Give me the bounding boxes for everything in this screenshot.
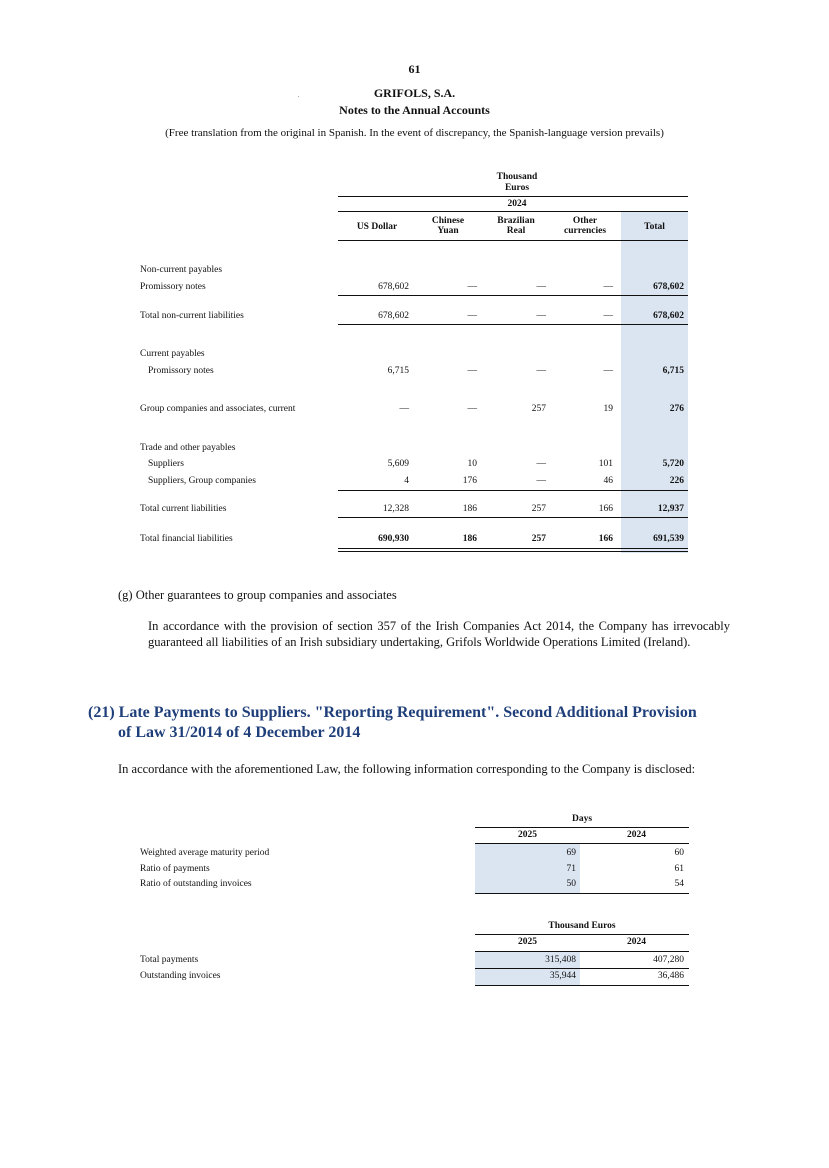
cell-cny: 10 xyxy=(467,459,477,469)
row-label: Trade and other payables xyxy=(140,443,236,453)
days-bottom-rule xyxy=(475,893,689,894)
row-label: Current payables xyxy=(140,349,205,359)
row-label: Suppliers xyxy=(148,459,184,469)
cell-other: 101 xyxy=(598,459,613,469)
cell-2024: 54 xyxy=(674,879,684,889)
cell-usd: 12,328 xyxy=(382,504,409,514)
cell-cny: — xyxy=(467,366,477,376)
cell-total: 678,602 xyxy=(653,282,684,292)
row-label: Total non-current liabilities xyxy=(140,311,244,321)
cell-brl: — xyxy=(536,476,546,486)
days-header-rule xyxy=(475,827,689,828)
cell-other: 166 xyxy=(598,504,613,514)
cell-brl: 257 xyxy=(531,504,546,514)
cell-total: 226 xyxy=(669,476,684,486)
cell-total: 691,539 xyxy=(653,534,684,544)
cell-cny: — xyxy=(467,311,477,321)
cell-other: — xyxy=(603,366,613,376)
days-col-2025: 2025 xyxy=(518,830,537,840)
cell-other: — xyxy=(603,311,613,321)
col-brl: Brazilian Real xyxy=(497,216,535,236)
row-rule xyxy=(338,324,688,325)
cell-brl: — xyxy=(536,366,546,376)
cell-usd: 678,602 xyxy=(378,282,409,292)
row-label: Ratio of outstanding invoices xyxy=(140,879,252,889)
section-g-body: In accordance with the provision of section 357 of the Irish Companies Act 2014, the Company has irrevocably guaranteed all liabilities of an Irish subsidiary undertaking, Grifols Worldwide Operations Limited (Ireland). xyxy=(148,619,730,649)
cell-usd: 5,609 xyxy=(387,459,409,469)
cell-usd: 690,930 xyxy=(378,534,409,544)
cell-total: 5,720 xyxy=(662,459,684,469)
amounts-header-rule xyxy=(475,934,689,935)
row-label: Total financial liabilities xyxy=(140,534,233,544)
cell-2025: 35,944 xyxy=(549,971,576,981)
cell-usd: 6,715 xyxy=(387,366,409,376)
row-label: Group companies and associates, current xyxy=(140,404,296,414)
cell-other: 46 xyxy=(603,476,613,486)
days-column-rule xyxy=(475,843,689,844)
page-number: 61 xyxy=(408,62,421,76)
translation-note: (Free translation from the original in Spanish. In the event of discrepancy, the Spanish-language version prevails) xyxy=(165,127,664,139)
row-rule xyxy=(338,490,688,491)
days-unit: Days xyxy=(571,814,593,824)
cell-other: — xyxy=(603,282,613,292)
cell-brl: — xyxy=(536,311,546,321)
row-label: Total payments xyxy=(140,955,199,965)
cell-usd: — xyxy=(399,404,409,414)
cell-usd: 4 xyxy=(404,476,409,486)
amounts-row-rule xyxy=(475,968,689,969)
header-rule xyxy=(338,196,688,197)
row-label: Outstanding invoices xyxy=(140,971,221,981)
year-label: 2024 xyxy=(507,199,527,209)
cell-cny: — xyxy=(467,404,477,414)
section-21-heading-line1: (21) Late Payments to Suppliers. "Reporting Requirement". Second Additional Provision xyxy=(88,704,697,721)
col-cny: Chinese Yuan xyxy=(431,216,465,236)
row-label: Suppliers, Group companies xyxy=(148,476,256,486)
section-21-intro: In accordance with the aforementioned Law, the following information corresponding to the Company is disclosed: xyxy=(118,762,696,776)
cell-cny: — xyxy=(467,282,477,292)
section-21-heading-line2: of Law 31/2014 of 4 December 2014 xyxy=(118,724,361,741)
row-label: Weighted average maturity period xyxy=(140,848,270,858)
cell-brl: — xyxy=(536,282,546,292)
header-rule-2 xyxy=(338,211,688,212)
stray-dot: . xyxy=(298,93,300,99)
cell-cny: 176 xyxy=(462,476,477,486)
section-g-heading: (g) Other guarantees to group companies and associates xyxy=(118,588,397,602)
cell-2025: 50 xyxy=(566,879,576,889)
row-label: Ratio of payments xyxy=(140,864,210,874)
cell-usd: 678,602 xyxy=(378,311,409,321)
cell-total: 6,715 xyxy=(662,366,684,376)
cell-cny: 186 xyxy=(462,504,477,514)
col-usd: US Dollar xyxy=(356,222,398,232)
document-subtitle: Notes to the Annual Accounts xyxy=(339,103,490,117)
cell-2025: 315,408 xyxy=(545,955,576,965)
cell-brl: — xyxy=(536,459,546,469)
cell-2024: 407,280 xyxy=(653,955,684,965)
cell-brl: 257 xyxy=(531,534,546,544)
row-rule xyxy=(338,517,688,518)
col-other: Other currencies xyxy=(563,216,607,236)
cell-total: 678,602 xyxy=(653,311,684,321)
col-total: Total xyxy=(644,222,665,232)
cell-2025: 69 xyxy=(566,848,576,858)
cell-other: 166 xyxy=(598,534,613,544)
row-label: Non-current payables xyxy=(140,265,223,275)
row-rule xyxy=(338,295,688,296)
cell-2025: 71 xyxy=(566,864,576,874)
cell-cny: 186 xyxy=(462,534,477,544)
cell-2024: 61 xyxy=(674,864,684,874)
cell-other: 19 xyxy=(603,404,613,414)
cell-total: 12,937 xyxy=(657,504,684,514)
row-label: Promissory notes xyxy=(148,366,214,376)
unit-label: Thousand Euros xyxy=(496,172,538,193)
total-column-shade xyxy=(621,211,688,553)
amounts-column-rule xyxy=(475,951,689,952)
cell-2024: 36,486 xyxy=(657,971,684,981)
cell-2024: 60 xyxy=(674,848,684,858)
cell-total: 276 xyxy=(669,404,684,414)
days-col-2024: 2024 xyxy=(627,830,646,840)
total-double-rule xyxy=(338,548,688,552)
row-label: Promissory notes xyxy=(140,282,206,292)
row-label: Total current liabilities xyxy=(140,504,227,514)
company-name: GRIFOLS, S.A. xyxy=(373,86,456,100)
amounts-col-2024: 2024 xyxy=(627,937,646,947)
amounts-unit: Thousand Euros xyxy=(548,921,616,931)
column-header-rule xyxy=(338,240,688,241)
amounts-col-2025: 2025 xyxy=(518,937,537,947)
cell-brl: 257 xyxy=(531,404,546,414)
amounts-bottom-rule xyxy=(475,985,689,986)
